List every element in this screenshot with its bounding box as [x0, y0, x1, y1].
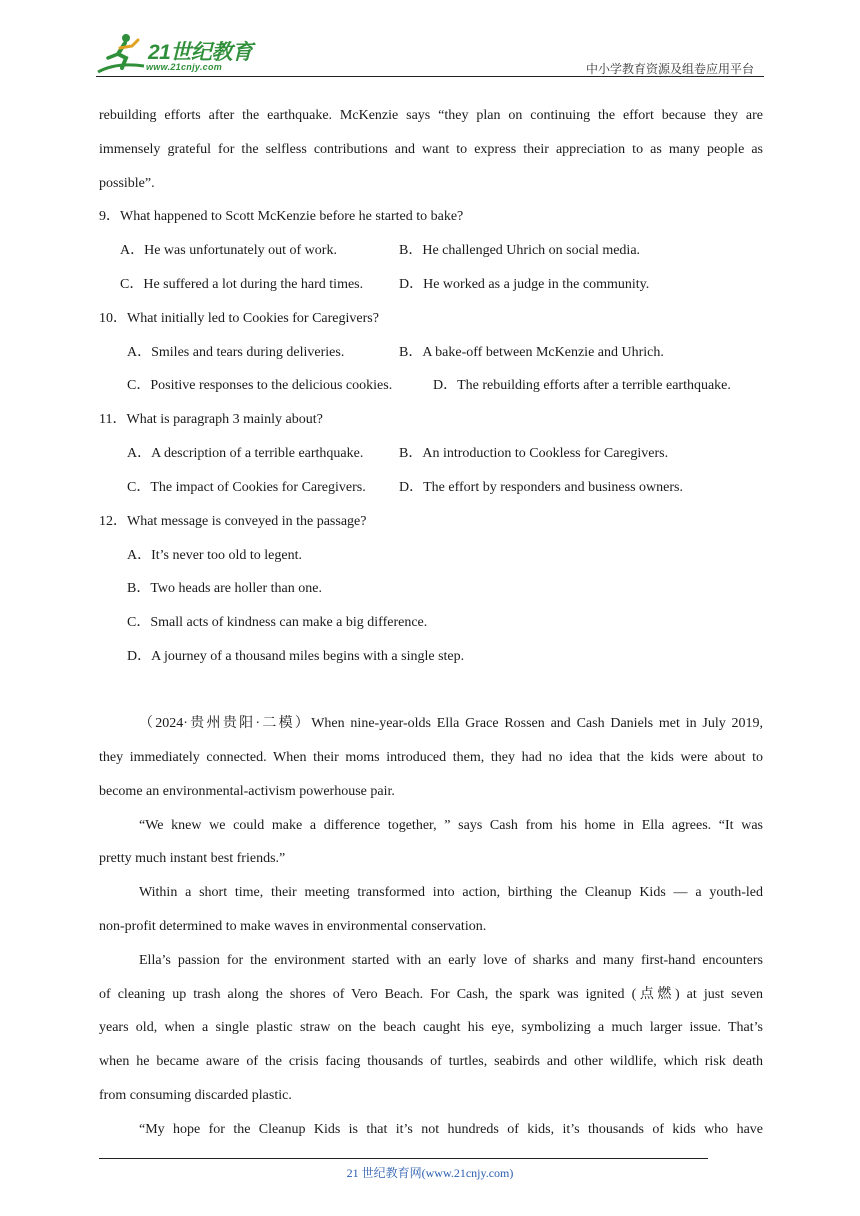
q12-option-b: B．Two heads are holler than one.: [127, 581, 322, 596]
passage-line: become an environmental-activism powerhouse pair.: [99, 784, 395, 799]
q9-option-b: B．He challenged Uhrich on social media.: [399, 243, 641, 258]
q10-option-b: B．A bake-off between McKenzie and Uhrich.: [399, 345, 664, 360]
passage-line: they immediately connected. When their moms introduced them, they had no idea that the kids were about to: [99, 750, 763, 765]
q11-option-c: C．The impact of Cookies for Caregivers.: [127, 480, 366, 495]
runner-icon: [96, 32, 146, 76]
q11-option-d: D．The effort by responders and business owners.: [399, 480, 683, 495]
q9-option-d: D．He worked as a judge in the community.: [399, 277, 650, 292]
passage-line: from consuming discarded plastic.: [99, 1088, 292, 1103]
site-logo: [96, 32, 266, 78]
logo-url: www.21cnjy.com: [146, 62, 223, 72]
passage-line: Ella’s passion for the environment started with an early love of sharks and many first-hand encounters: [139, 953, 763, 968]
question-stem-12: 12．What message is conveyed in the passage?: [99, 514, 367, 529]
logo-text: 21世纪教育: [148, 41, 253, 64]
q11-option-b: B．An introduction to Cookless for Caregivers.: [399, 446, 669, 461]
passage-line: pretty much instant best friends.”: [99, 851, 286, 866]
passage-line: years old, when a single plastic straw on the beach caught his eye, symbolizing a much larger issue. That’s: [99, 1020, 763, 1035]
page-header: [0, 0, 860, 80]
header-divider: [96, 76, 764, 77]
passage-line: immensely grateful for the selfless contributions and want to express their appreciation to as many people as: [99, 142, 763, 157]
footer-divider: [99, 1158, 708, 1159]
passage-line: “My hope for the Cleanup Kids is that it’s not hundreds of kids, it’s thousands of kids who have: [139, 1122, 763, 1137]
q12-option-a: A．It’s never too old to legent.: [127, 548, 302, 563]
passage-line: （2024·贵州贵阳·二模）When nine-year-olds Ella Grace Rossen and Cash Daniels met in July 2019,: [139, 716, 763, 731]
q12-option-c: C．Small acts of kindness can make a big difference.: [127, 615, 428, 630]
passage-line: of cleaning up trash along the shores of Vero Beach. For Cash, the spark was ignited (点燃) at just seven: [99, 987, 763, 1002]
platform-name: 中小学教育资源及组卷应用平台: [585, 62, 754, 76]
passage-line: Within a short time, their meeting transformed into action, birthing the Cleanup Kids — a youth-led: [139, 885, 763, 900]
passage-line: non-profit determined to make waves in environmental conservation.: [99, 919, 487, 934]
question-stem-9: 9．What happened to Scott McKenzie before he started to bake?: [99, 209, 464, 224]
passage-line: possible”.: [99, 176, 155, 191]
q10-option-a: A．Smiles and tears during deliveries.: [127, 345, 345, 360]
q10-option-d: D．The rebuilding efforts after a terrible earthquake.: [433, 378, 731, 393]
page-footer: 21 世纪教育网(www.21cnjy.com): [346, 1166, 514, 1180]
q9-option-c: C．He suffered a lot during the hard times.: [120, 277, 364, 292]
passage-line: “We knew we could make a difference together, ” says Cash from his home in Ella agrees. “It was: [139, 818, 763, 833]
passage-line: rebuilding efforts after the earthquake. McKenzie says “they plan on continuing the effort because they are: [99, 108, 763, 123]
question-stem-11: 11．What is paragraph 3 mainly about?: [99, 412, 323, 427]
q9-option-a: A．He was unfortunately out of work.: [120, 243, 337, 258]
q10-option-c: C．Positive responses to the delicious cookies.: [127, 378, 393, 393]
q11-option-a: A．A description of a terrible earthquake.: [127, 446, 364, 461]
q12-option-d: D．A journey of a thousand miles begins with a single step.: [127, 649, 465, 664]
passage-line: when he became aware of the crisis facing thousands of turtles, seabirds and other wildlife, which risk death: [99, 1054, 763, 1069]
question-stem-10: 10．What initially led to Cookies for Caregivers?: [99, 311, 379, 326]
